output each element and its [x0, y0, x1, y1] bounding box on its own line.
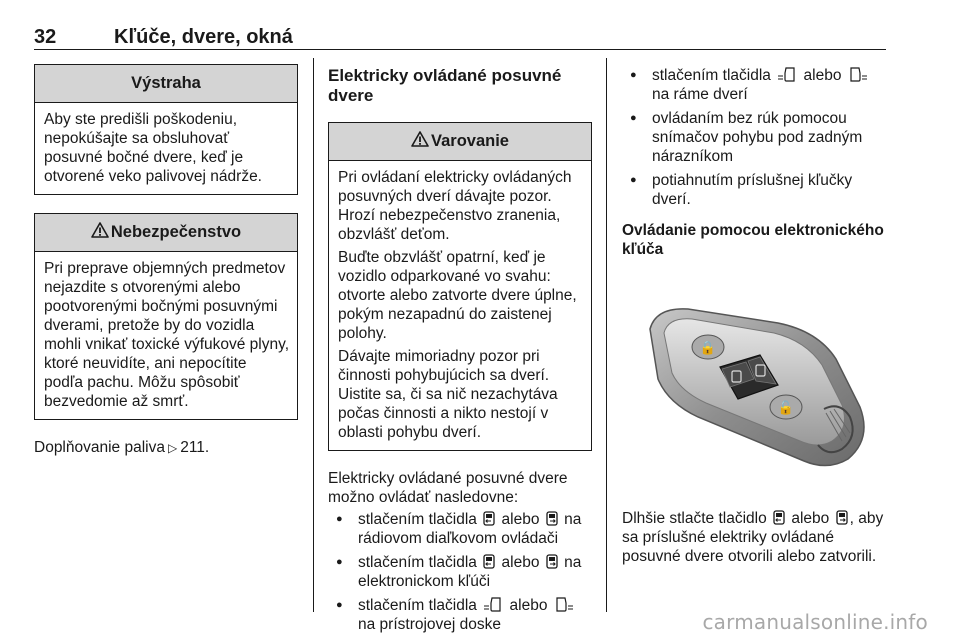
warning-box-text: Aby ste predišli poškodeniu, nepokúšajte sa obsluhovať posuvné bočné dvere, keď je otvorené veko palivovej nádrže. [44, 111, 262, 185]
sliding-door-left-icon [483, 511, 495, 526]
list-item-text: na prístrojovej doske [358, 616, 502, 633]
list-item-text: na rádiovom diaľkovom ovládači [358, 511, 582, 547]
instruction-text: alebo [791, 510, 830, 527]
sliding-door-left-icon [483, 597, 503, 612]
operation-intro: Elektricky ovládané posuvné dvere možno ovládať nasledovne: [328, 470, 568, 506]
page-reference-arrow-icon: ▷ [167, 441, 178, 455]
page-title: Kľúče, dvere, okná [114, 26, 293, 48]
refuel-reference [34, 438, 298, 458]
warning-box-title: Výstraha [35, 65, 297, 103]
list-item-text: stlačením tlačidla [652, 67, 771, 84]
list-item-text: alebo [501, 554, 540, 571]
instruction-text: , aby sa príslušné elektriky ovládané posuvné dvere otvorili alebo zatvorili. [622, 510, 884, 565]
column-2 [328, 64, 592, 639]
svg-text:🔓: 🔓 [777, 401, 795, 416]
list-item-text: alebo [509, 597, 548, 614]
caution-box-header [329, 123, 591, 161]
danger-box-text: Pri preprave objemných predmetov nejazdite s otvorenými alebo pootvorenými bočnými posuvnými dverami, pretože by do vozidla mohli vnikať toxické výfukové plyny, ktoré neuvidíte, ani nepocítite podľa pachu. Môžu spôsobiť bezvedomie až smrť. [44, 260, 290, 410]
caution-box-title: Varovanie [431, 132, 509, 150]
header-rule [34, 49, 886, 50]
column-3 [622, 64, 888, 566]
svg-text:🔒: 🔒 [699, 341, 717, 356]
operation-list [328, 510, 592, 634]
danger-box-header [35, 214, 297, 252]
caution-paragraph: Buďte obzvlášť opatrní, keď je vozidlo odparkované vo svahu: otvorte alebo zatvorte dvere úplne, pokým nezapadnú do zaistenej polohy. [338, 249, 577, 342]
list-item: ● ovládaním bez rúk pomocou snímačov pohybu pod zadným nárazníkom [622, 109, 888, 166]
list-item [328, 596, 592, 634]
list-item-text: stlačením tlačidla [358, 511, 477, 528]
sliding-door-right-icon [554, 597, 574, 612]
electronic-key-illustration [628, 289, 878, 479]
danger-box-title: Nebezpečenstvo [110, 223, 242, 241]
section-title: Elektricky ovládané posuvné dvere [328, 66, 562, 105]
warning-triangle-icon [91, 222, 109, 238]
list-item-text: alebo [803, 67, 842, 84]
list-item: ● potiahnutím príslušnej kľučky dverí. [622, 171, 888, 209]
list-item-text: na elektronickom kľúči [358, 554, 582, 590]
sliding-door-left-icon [483, 554, 495, 569]
operation-list-continued [622, 66, 888, 209]
refuel-text: Doplňovanie paliva [34, 439, 165, 456]
list-item-text: na ráme dverí [652, 86, 748, 103]
caution-paragraph: Dávajte mimoriadny pozor pri činnosti pohybujúcich sa dverí. Uistite sa, či sa nič nezachytáva počas činnosti a nikto nestojí v oblasti pohybu dverí. [338, 348, 558, 441]
page-header [34, 16, 886, 50]
column-divider-2 [606, 58, 607, 612]
danger-box [34, 213, 298, 420]
list-item [622, 66, 888, 104]
caution-box [328, 122, 592, 451]
list-item-text: stlačením tlačidla [358, 554, 477, 571]
subheading: Ovládanie pomocou elektronického kľúča [622, 222, 884, 258]
list-item [328, 553, 592, 591]
refuel-page-link[interactable]: 211. [180, 439, 210, 456]
watermark: carmanualsonline.info [702, 610, 928, 634]
sliding-door-left-icon [777, 67, 797, 82]
column-divider-1 [313, 58, 314, 612]
warning-box [34, 64, 298, 195]
warning-triangle-icon [411, 131, 429, 147]
sliding-door-right-icon [836, 510, 848, 525]
column-1 [34, 64, 298, 458]
sliding-door-left-icon [773, 510, 785, 525]
page-number: 32 [34, 26, 57, 48]
instruction-text: Dlhšie stlačte tlačidlo [622, 510, 767, 527]
list-item [328, 510, 592, 548]
sliding-door-right-icon [546, 554, 558, 569]
key-instruction [622, 509, 888, 566]
sliding-door-right-icon [848, 67, 868, 82]
list-item-text: alebo [501, 511, 540, 528]
list-item-text: stlačením tlačidla [358, 597, 477, 614]
sliding-door-right-icon [546, 511, 558, 526]
caution-paragraph: Pri ovládaní elektricky ovládaných posuvných dverí dávajte pozor. Hrozí nebezpečenstvo zranenia, obzvlášť deťom. [338, 169, 572, 243]
